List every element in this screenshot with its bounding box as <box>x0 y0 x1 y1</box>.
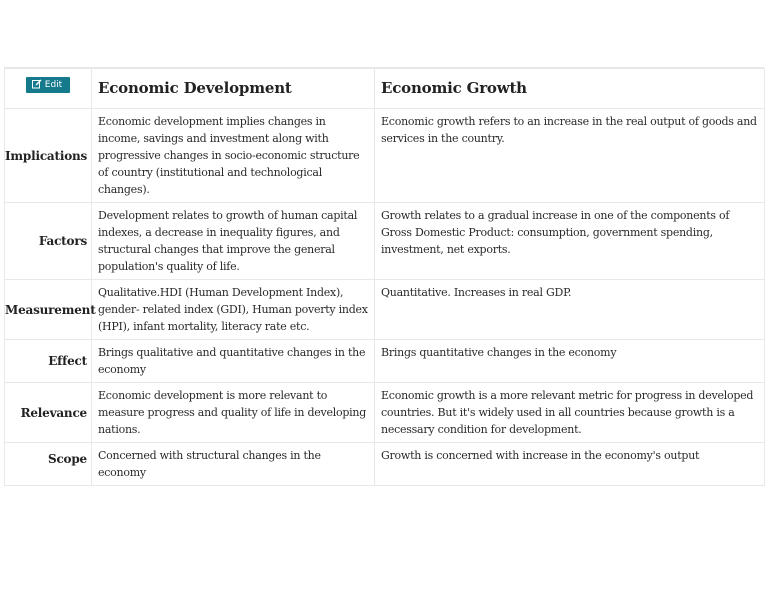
table-row <box>5 280 765 340</box>
table-row <box>5 383 765 443</box>
column-header-development: Economic Development <box>92 69 375 109</box>
comparison-table-container <box>4 67 764 479</box>
row-label-scope: Scope <box>5 443 92 486</box>
edit-button-label: Edit <box>44 80 63 90</box>
row-label-measurement: Measurement <box>5 280 92 340</box>
cell-growth: Quantitative. Increases in real GDP. <box>375 280 765 340</box>
edit-button[interactable] <box>26 77 70 93</box>
cell-development: Economic development implies changes in income, savings and investment along with progressive changes in socio-economic structure of country (institutional and technological changes). <box>92 109 375 203</box>
table-row <box>5 109 765 203</box>
row-label-relevance: Relevance <box>5 383 92 443</box>
pencil-edit-icon <box>32 79 42 89</box>
row-label-effect: Effect <box>5 340 92 383</box>
cell-growth: Economic growth is a more relevant metric for progress in developed countries. But it's widely used in all countries because growth is a necessary condition for development. <box>375 383 765 443</box>
comparison-table <box>4 68 765 486</box>
table-row <box>5 203 765 280</box>
edit-cell <box>5 69 92 109</box>
table-header-row <box>5 69 765 109</box>
table-row <box>5 340 765 383</box>
cell-development: Development relates to growth of human capital indexes, a decrease in inequality figures, and structural changes that improve the general population's quality of life. <box>92 203 375 280</box>
cell-growth: Growth relates to a gradual increase in one of the components of Gross Domestic Product: consumption, government spending, investment, net exports. <box>375 203 765 280</box>
row-label-implications: Implications <box>5 109 92 203</box>
cell-development: Brings qualitative and quantitative changes in the economy <box>92 340 375 383</box>
column-header-growth: Economic Growth <box>375 69 765 109</box>
cell-growth: Brings quantitative changes in the economy <box>375 340 765 383</box>
cell-development: Qualitative.HDI (Human Development Index), gender- related index (GDI), Human poverty index (HPI), infant mortality, literacy rate etc. <box>92 280 375 340</box>
cell-development: Economic development is more relevant to measure progress and quality of life in developing nations. <box>92 383 375 443</box>
cell-growth: Growth is concerned with increase in the economy's output <box>375 443 765 486</box>
cell-growth: Economic growth refers to an increase in the real output of goods and services in the country. <box>375 109 765 203</box>
row-label-factors: Factors <box>5 203 92 280</box>
cell-development: Concerned with structural changes in the economy <box>92 443 375 486</box>
table-row <box>5 443 765 486</box>
